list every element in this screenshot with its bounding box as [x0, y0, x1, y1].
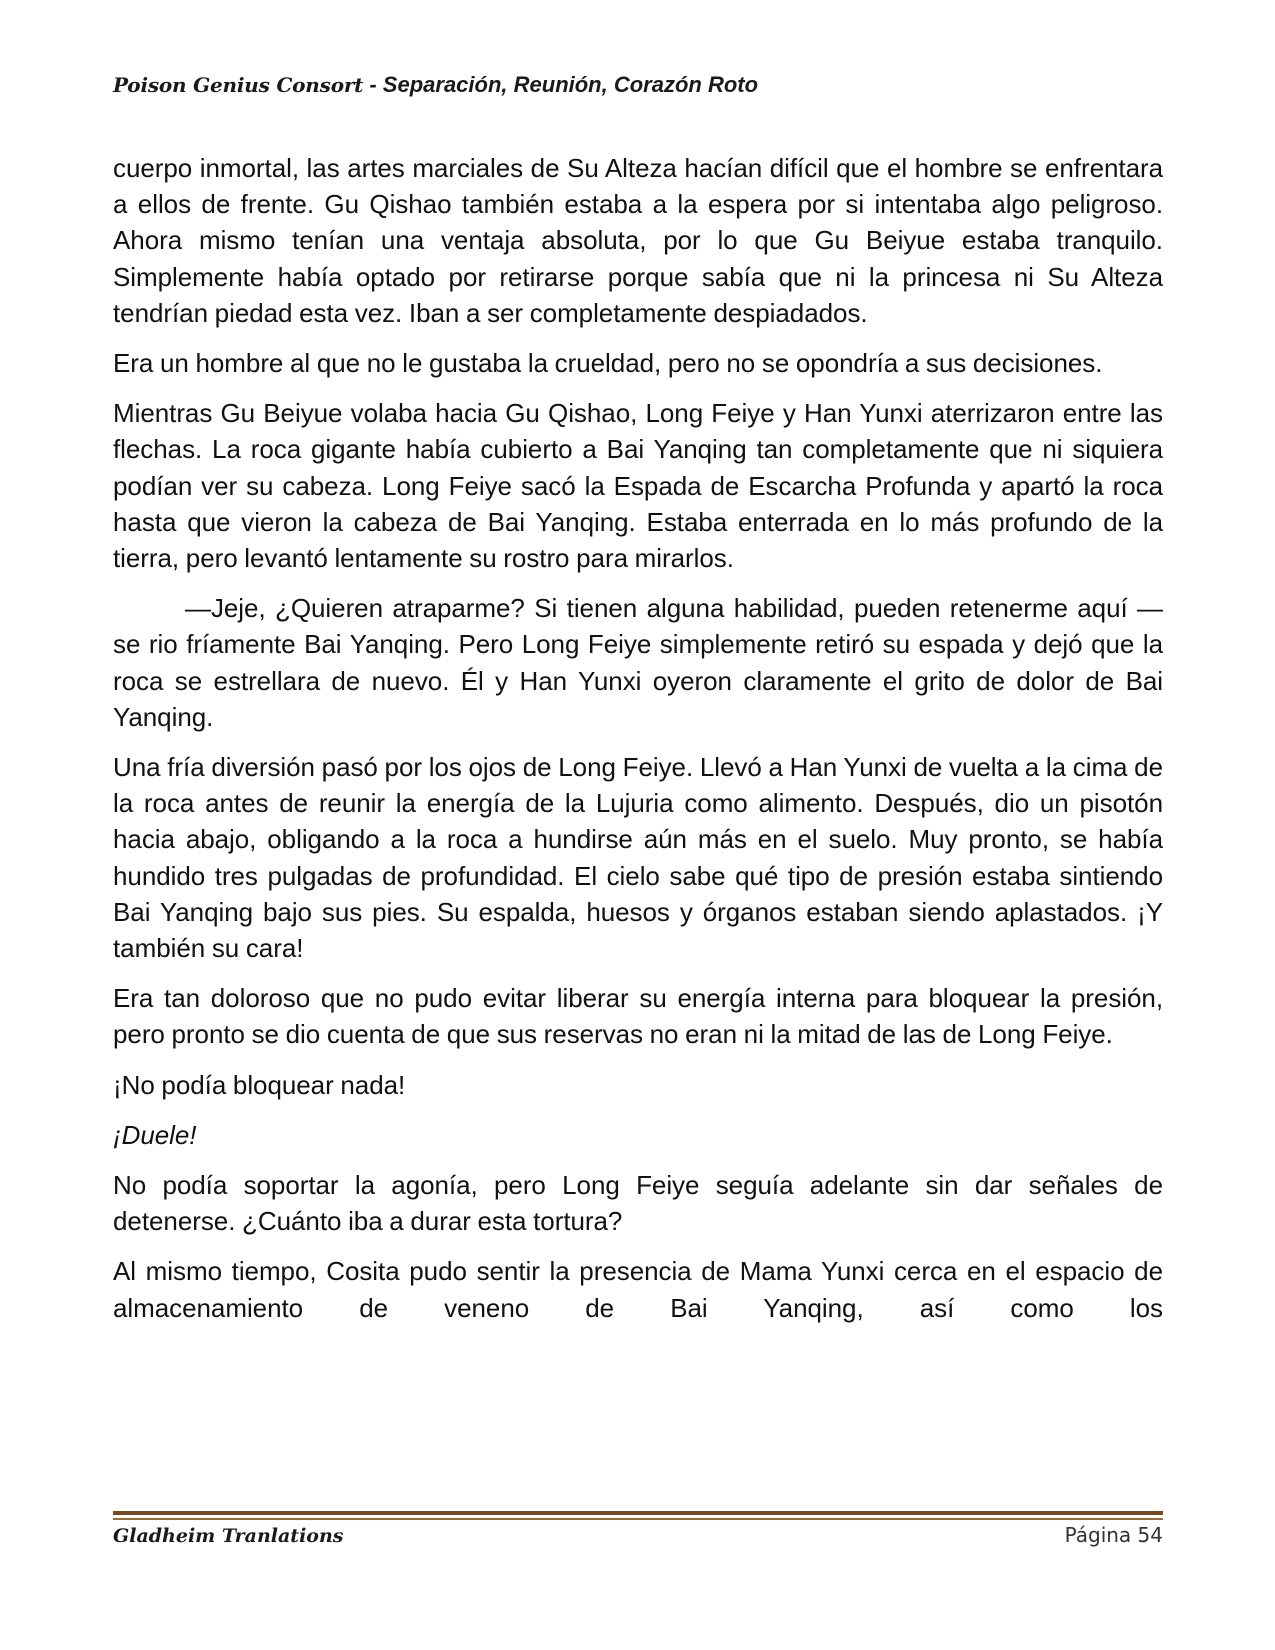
series-title: Poison Genius Consort — [113, 73, 364, 97]
page-header — [113, 72, 1173, 98]
header-separator: - — [363, 72, 383, 97]
page-body — [113, 150, 1163, 1340]
paragraph: Era tan doloroso que no pudo evitar liberar su energía interna para bloquear la presión, pero pronto se dio cuenta de que sus reservas no eran ni la mitad de las de Long Feiye. — [113, 983, 1163, 1050]
dialogue-paragraph: —Jeje, ¿Quieren atraparme? Si tienen alguna habilidad, pueden retenerme aquí —se rio fríamente Bai Yanqing. Pero Long Feiye simplemente retiró su espada y dejó que la roca se estrellara de nuevo. Él y Han Yunxi oyeron claramente el grito de dolor de Bai Yanqing. — [113, 593, 1163, 732]
paragraph: No podía soportar la agonía, pero Long Feiye seguía adelante sin dar señales de detenerse. ¿Cuánto iba a durar esta tortura? — [113, 1170, 1163, 1237]
paragraph: Mientras Gu Beiyue volaba hacia Gu Qishao, Long Feiye y Han Yunxi aterrizaron entre las flechas. La roca gigante había cubierto a Bai Yanqing tan completamente que ni siquiera podían ver su cabeza. Long Feiye sacó la Espada de Escarcha Profunda y apartó la roca hasta que vieron la cabeza de Bai Yanqing. Estaba enterrada en lo más profundo de la tierra, pero levantó lentamente su rostro para mirarlos. — [113, 398, 1163, 574]
italic-paragraph: ¡Duele! — [113, 1119, 197, 1150]
paragraph: Una fría diversión pasó por los ojos de Long Feiye. Llevó a Han Yunxi de vuelta a la cima de la roca antes de reunir la energía de la Lujuria como alimento. Después, dio un pisotón hacia abajo, obligando a la roca a hundirse aún más en el suelo. Muy pronto, se había hundido tres pulgadas de profundidad. El cielo sabe qué tipo de presión estaba sintiendo Bai Yanqing bajo sus pies. Su espalda, huesos y órganos estaban siendo aplastados. ¡Y también su cara! — [113, 752, 1163, 964]
footer-translator: Gladheim Tranlations — [113, 1525, 344, 1547]
paragraph: Al mismo tiempo, Cosita pudo sentir la presencia de Mama Yunxi cerca en el espacio de almacenamiento de veneno de Bai Yanqing, así como los — [113, 1256, 1163, 1323]
paragraph: Era un hombre al que no le gustaba la crueldad, pero no se opondría a sus decisiones. — [113, 348, 1103, 379]
footer-divider-thin — [113, 1518, 1163, 1520]
paragraph: cuerpo inmortal, las artes marciales de Su Alteza hacían difícil que el hombre se enfrentara a ellos de frente. Gu Qishao también estaba a la espera por si intentaba algo peligroso. Ahora mismo tenían una ventaja absoluta, por lo que Gu Beiyue estaba tranquilo. Simplemente había optado por retirarse porque sabía que ni la princesa ni Su Alteza tendrían piedad esta vez. Iban a ser completamente despiadados. — [113, 153, 1163, 328]
page-number: Página 54 — [1064, 1523, 1163, 1547]
chapter-title: Separación, Reunión, Corazón Roto — [382, 72, 759, 97]
footer-divider — [113, 1511, 1163, 1515]
paragraph: ¡No podía bloquear nada! — [113, 1069, 406, 1100]
